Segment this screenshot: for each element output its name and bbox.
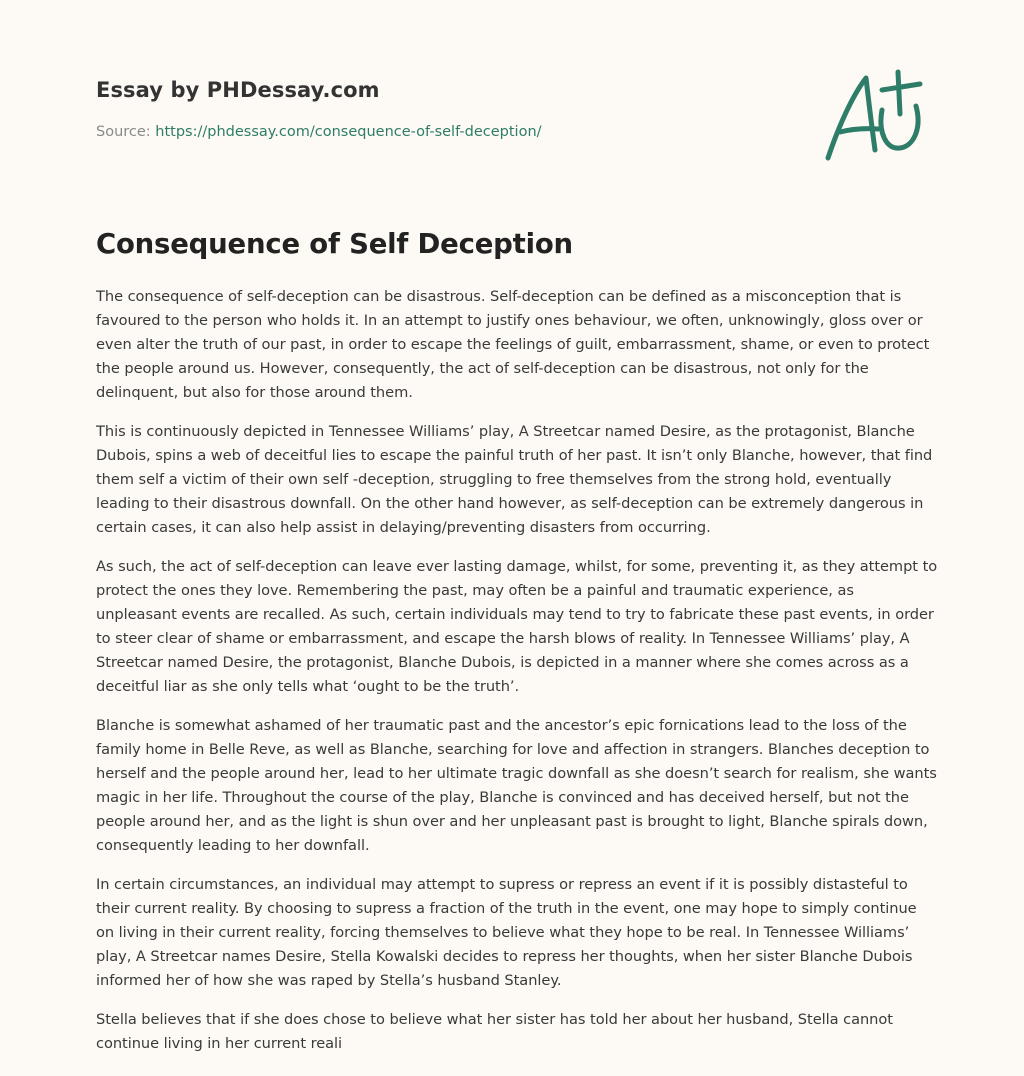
site-brand: Essay by PHDessay.com: [96, 78, 380, 102]
essay-body: [96, 285, 938, 1071]
source-link[interactable]: https://phdessay.com/consequence-of-self-deception/: [155, 124, 542, 140]
essay-paragraph: As such, the act of self-deception can leave ever lasting damage, whilst, for some, preventing it, as they attempt to protect the ones they love. Remembering the past, may often be a painful and traumatic experience, as unpleasant events are recalled. As such, certain individuals may tend to try to fabricate these past events, in order to steer clear of shame or embarrassment, and escape the harsh blows of reality. In Tennessee Williams’ play, A Streetcar named Desire, the protagonist, Blanche Dubois, is depicted in a manner where she comes across as a deceitful liar as she only tells what ‘ought to be the truth’.: [96, 558, 938, 695]
essay-paragraph: This is continuously depicted in Tennessee Williams’ play, A Streetcar named Desire, as the protagonist, Blanche Dubois, spins a web of deceitful lies to escape the painful truth of her past. It isn’t only Blanche, however, that find them self a victim of their own self -deception, struggling to free themselves from the strong hold, eventually leading to their disastrous downfall. On the other hand however, as self-deception can be extremely dangerous in certain cases, it can also help assist in delaying/preventing disasters from occurring.: [96, 423, 933, 536]
source-label: Source:: [96, 124, 156, 140]
essay-paragraph: Stella believes that if she does chose to believe what her sister has told her about her husband, Stella cannot continue living in her current reali: [96, 1011, 893, 1052]
essay-paragraph: The consequence of self-deception can be disastrous. Self-deception can be defined as a misconception that is favoured to the person who holds it. In an attempt to justify ones behaviour, we often, unknowingly, gloss over or even alter the truth of our past, in order to escape the feelings of guilt, embarrassment, shame, or even to protect the people around us. However, consequently, the act of self-deception can be disastrous, not only for the delinquent, but also for those around them.: [96, 288, 930, 401]
a-plus-grade-icon: [820, 66, 930, 166]
source-line: [96, 124, 542, 140]
essay-paragraph: Blanche is somewhat ashamed of her traumatic past and the ancestor’s epic fornications lead to the loss of the family home in Belle Reve, as well as Blanche, searching for love and affection in strangers. Blanches deception to herself and the people around her, lead to her ultimate tragic downfall as she doesn’t search for realism, she wants magic in her life. Throughout the course of the play, Blanche is convinced and has deceived herself, but not the people around her, and as the light is shun over and her unpleasant past is brought to light, Blanche spirals down, consequently leading to her downfall.: [96, 717, 937, 854]
essay-paragraph: In certain circumstances, an individual may attempt to supress or repress an event if it is possibly distasteful to their current reality. By choosing to supress a fraction of the truth in the event, one may hope to simply continue on living in their current reality, forcing themselves to believe what they hope to be real. In Tennessee Williams’ play, A Streetcar names Desire, Stella Kowalski decides to repress her thoughts, when her sister Blanche Dubois informed her of how she was raped by Stella’s husband Stanley.: [96, 876, 917, 989]
essay-title: Consequence of Self Deception: [96, 228, 573, 260]
